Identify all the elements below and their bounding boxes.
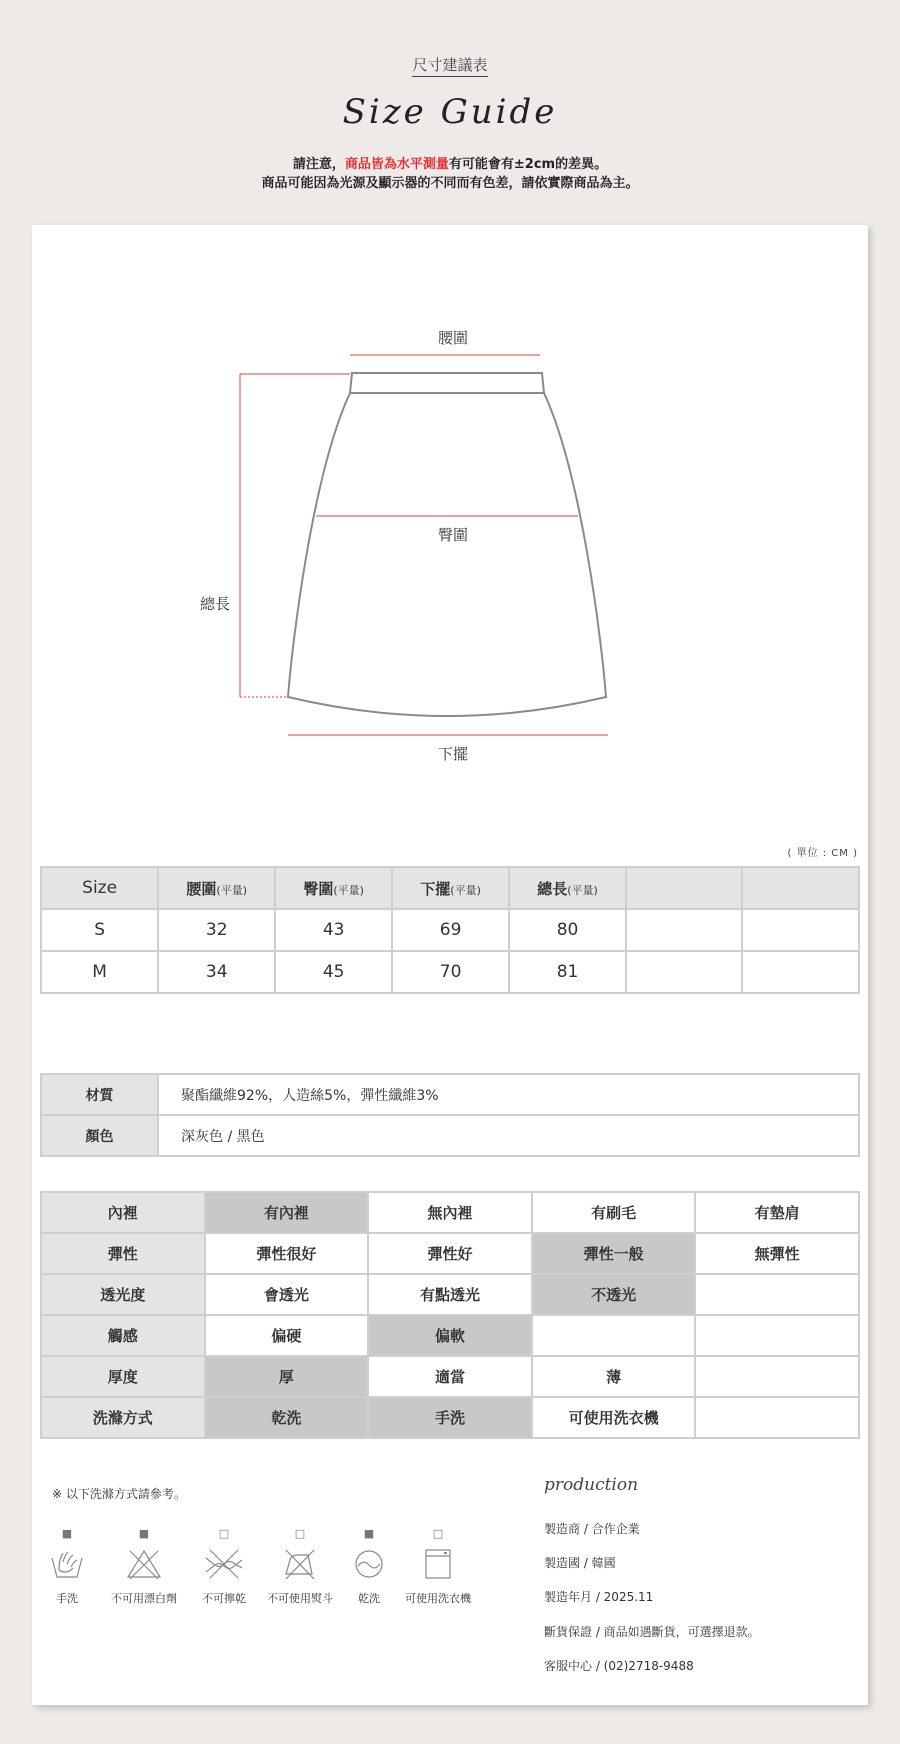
wash-item-no-iron: □ 不可使用熨斗 <box>260 1527 340 1606</box>
property-key: 透光度 <box>41 1274 205 1315</box>
empty-cell <box>626 951 742 993</box>
property-option: 有點透光 <box>368 1274 532 1315</box>
property-key: 洗滌方式 <box>41 1397 205 1438</box>
material-key: 材質 <box>41 1074 158 1115</box>
length-cell: 80 <box>509 909 626 951</box>
wash-item-no-wring: □ 不可擰乾 <box>194 1527 254 1606</box>
header-cell: 下擺(平量) <box>392 867 509 909</box>
property-option: 薄 <box>532 1356 696 1397</box>
waistband-outline <box>350 373 544 393</box>
property-option: 乾洗 <box>205 1397 369 1438</box>
waist-label: 腰圍 <box>438 329 469 347</box>
size-cell: M <box>41 951 158 993</box>
property-key: 彈性 <box>41 1233 205 1274</box>
property-option <box>695 1397 859 1438</box>
material-value: 聚酯纖維92%，人造絲5%，彈性纖維3% <box>158 1074 859 1115</box>
property-key: 內裡 <box>41 1192 205 1233</box>
washing-machine-icon <box>420 1548 456 1580</box>
wash-item-washing-machine: □ 可使用洗衣機 <box>398 1527 478 1606</box>
hip-cell: 43 <box>275 909 392 951</box>
length-cell: 81 <box>509 951 626 993</box>
property-option <box>695 1274 859 1315</box>
size-table-header <box>41 867 859 909</box>
check-box-icon: ■ <box>138 1527 150 1540</box>
check-box-icon: □ <box>294 1527 306 1540</box>
note-highlight: 商品皆為水平測量 <box>344 157 449 172</box>
no-wring-icon <box>204 1548 244 1580</box>
hem-label: 下擺 <box>438 745 469 763</box>
wash-item-dry-clean: ■ 乾洗 <box>344 1527 394 1606</box>
property-option <box>695 1356 859 1397</box>
material-table <box>40 1073 860 1157</box>
waist-cell: 34 <box>158 951 275 993</box>
property-key: 厚度 <box>41 1356 205 1397</box>
property-row <box>41 1233 859 1274</box>
check-box-icon: □ <box>218 1527 230 1540</box>
skirt-diagram <box>32 225 868 785</box>
length-label: 總長 <box>200 595 231 613</box>
size-guide-card <box>32 225 868 1705</box>
property-key: 觸感 <box>41 1315 205 1356</box>
property-option: 有墊肩 <box>695 1192 859 1233</box>
hip-cell: 45 <box>275 951 392 993</box>
property-option: 偏硬 <box>205 1315 369 1356</box>
hand-wash-icon <box>49 1548 85 1580</box>
property-option <box>695 1315 859 1356</box>
property-option: 彈性好 <box>368 1233 532 1274</box>
color-row <box>41 1115 859 1156</box>
table-row <box>41 909 859 951</box>
property-option: 偏軟 <box>368 1315 532 1356</box>
property-row <box>41 1315 859 1356</box>
header-cell <box>742 867 859 909</box>
table-row <box>41 951 859 993</box>
hem-cell: 69 <box>392 909 509 951</box>
production-date: 製造年月 / 2025.11 <box>544 1590 654 1604</box>
dry-clean-icon <box>351 1548 387 1580</box>
page-title: Size Guide <box>342 92 558 132</box>
header-cell: 臀圍(平量) <box>275 867 392 909</box>
header-cell: 總長(平量) <box>509 867 626 909</box>
hip-label: 臀圍 <box>438 526 469 544</box>
no-bleach-icon <box>126 1548 162 1580</box>
size-cell: S <box>41 909 158 951</box>
property-row <box>41 1192 859 1233</box>
property-option: 可使用洗衣機 <box>532 1397 696 1438</box>
check-box-icon: ■ <box>363 1527 375 1540</box>
property-table <box>40 1191 860 1439</box>
wash-item-no-bleach: ■ 不可用漂白劑 <box>104 1527 184 1606</box>
production-service: 客服中心 / (02)2718-9488 <box>544 1659 694 1673</box>
property-row <box>41 1356 859 1397</box>
size-table <box>40 866 860 994</box>
wash-note: ※ 以下洗滌方式請參考。 <box>52 1487 186 1501</box>
property-row <box>41 1274 859 1315</box>
wash-item-hand-wash: ■ 手洗 <box>42 1527 92 1606</box>
property-row <box>41 1397 859 1438</box>
empty-cell <box>742 951 859 993</box>
property-option: 彈性很好 <box>205 1233 369 1274</box>
production-title: production <box>544 1475 639 1495</box>
property-option: 不透光 <box>532 1274 696 1315</box>
color-key: 顏色 <box>41 1115 158 1156</box>
size-guide-label: 尺寸建議表 <box>0 54 900 75</box>
property-option: 會透光 <box>205 1274 369 1315</box>
waist-cell: 32 <box>158 909 275 951</box>
property-option: 彈性一般 <box>532 1233 696 1274</box>
no-iron-icon <box>282 1548 318 1580</box>
header-cell: 腰圍(平量) <box>158 867 275 909</box>
empty-cell <box>742 909 859 951</box>
property-option <box>532 1315 696 1356</box>
empty-cell <box>626 909 742 951</box>
property-option: 無彈性 <box>695 1233 859 1274</box>
property-option: 無內裡 <box>368 1192 532 1233</box>
material-row <box>41 1074 859 1115</box>
property-option: 厚 <box>205 1356 369 1397</box>
color-value: 深灰色 / 黑色 <box>158 1115 859 1156</box>
property-option: 有刷毛 <box>532 1192 696 1233</box>
header-cell: Size <box>41 867 158 909</box>
unit-label: ( 單位 : CM ) <box>787 848 858 859</box>
property-option: 有內裡 <box>205 1192 369 1233</box>
production-country: 製造國 / 韓國 <box>544 1556 616 1570</box>
header-cell <box>626 867 742 909</box>
production-guarantee: 斷貨保證 / 商品如遇斷貨，可選擇退款。 <box>544 1625 760 1639</box>
check-box-icon: □ <box>432 1527 444 1540</box>
property-option: 手洗 <box>368 1397 532 1438</box>
check-box-icon: ■ <box>61 1527 73 1540</box>
property-option: 適當 <box>368 1356 532 1397</box>
production-manufacturer: 製造商 / 合作企業 <box>544 1522 640 1536</box>
measurement-note: 請注意，商品皆為水平測量有可能會有±2cm的差異。 商品可能因為光源及顯示器的不同而有色差，請依實際商品為主。 <box>261 157 639 191</box>
hem-cell: 70 <box>392 951 509 993</box>
skirt-outline <box>288 393 606 716</box>
